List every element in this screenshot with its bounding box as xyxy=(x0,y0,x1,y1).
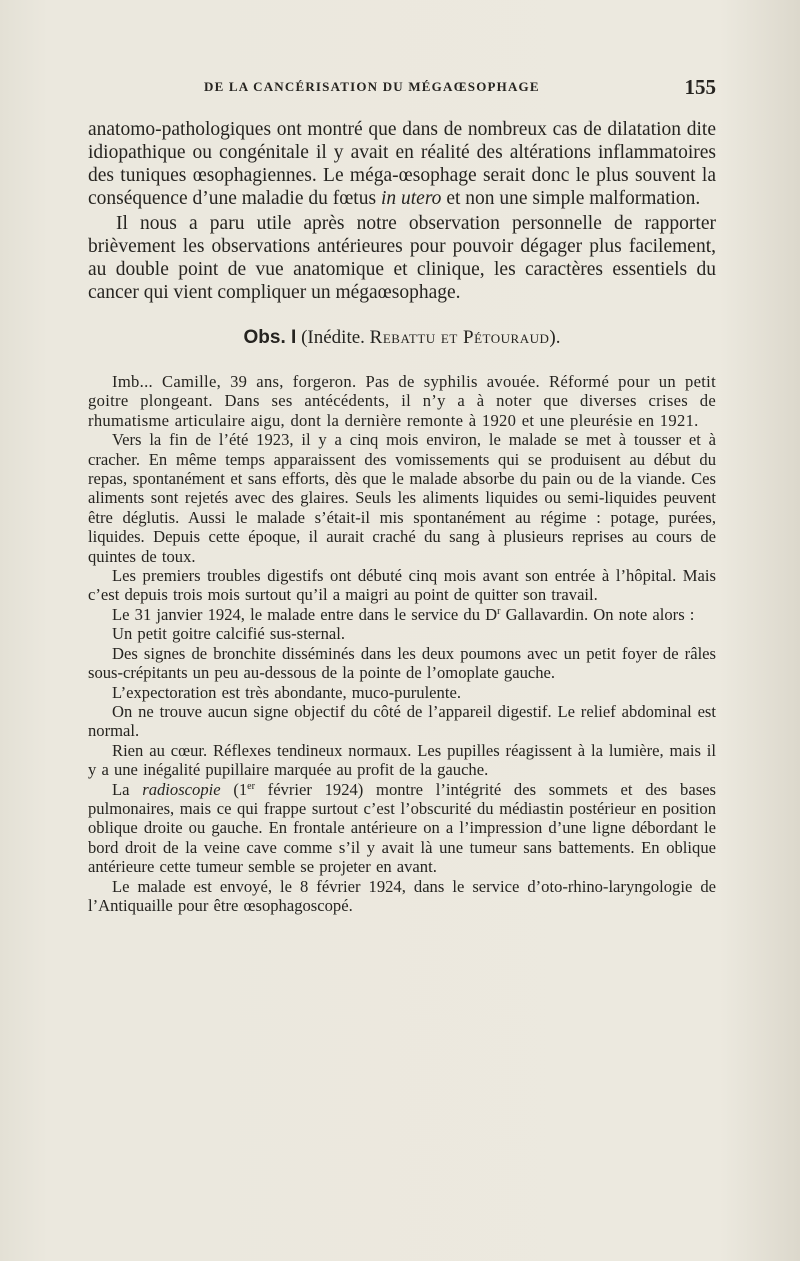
page-number: 155 xyxy=(684,75,716,99)
case-p4-start: Le 31 janvier 1924, le malade entre dans le service du D xyxy=(112,604,498,624)
page-header xyxy=(88,77,716,99)
observation-paren-close: ). xyxy=(549,327,561,348)
case-paragraph-3: Les premiers troubles digestifs ont débuté cinq mois avant son entrée à l’hôpital. Mais c’est depuis trois mois surtout qu’il a maigri au point de quitter son travail. xyxy=(88,566,716,605)
case-p10-italic-radioscopie: radioscopie xyxy=(142,779,221,799)
observation-paren-open: (Inédite. xyxy=(296,327,370,348)
page-body xyxy=(88,118,716,915)
intro-text-end: et non une simple malformation. xyxy=(441,188,701,209)
observation-authors: Rebattu et Pétouraud xyxy=(369,327,550,348)
case-p4-superscript: r xyxy=(497,605,501,617)
case-p10-superscript: er xyxy=(247,780,255,792)
intro-paragraph-1 xyxy=(88,118,716,210)
case-paragraph-4 xyxy=(88,605,716,624)
case-p4-end: Gallavardin. On note alors : xyxy=(500,604,695,624)
case-paragraph-9: Rien au cœur. Réflexes tendineux normaux. Les pupilles réagissent à la lumière, mais il y a une inégalité pupillaire marquée au profit de la gauche. xyxy=(88,740,716,780)
case-p10-start: La xyxy=(112,779,143,799)
observation-heading xyxy=(88,327,716,349)
case-paragraph-5: Un petit goitre calcifié sus-sternal. xyxy=(112,624,346,644)
case-paragraph-11: Le malade est envoyé, le 8 février 1924, dans le service d’oto-rhino-laryngologie de l’Antiquaille pour être œsophagoscopé. xyxy=(88,876,716,915)
case-paragraph-6: Des signes de bronchite disséminés dans les deux poumons avec un petit foyer de râles sous-crépitants un peu au-dessous de la pointe de l’omoplate gauche. xyxy=(88,643,716,683)
case-paragraph-2: Vers la fin de l’été 1923, il y a cinq mois environ, le malade se met à tousser et à cracher. En même temps apparaissent des vomissements qui se produisent au début du repas, spontanément et sans efforts, dès que le malade absorbe du pain ou de la viande. Ces aliments sont rejetés avec des glaires. Seuls les aliments liquides ou semi-liquides peuvent être déglutis. Aussi le malade s’était-il mis spontanément au régime : potage, purées, liquides. Depuis cette époque, il aurait craché du sang à plusieurs reprises au cours de quintes de toux. xyxy=(88,430,716,566)
case-paragraph-1: Imb... Camille, 39 ans, forgeron. Pas de syphilis avouée. Réformé pour un petit goitre plongeant. Dans ses antécédents, il n’y a à noter que diverses crises de rhumatisme articulaire aigu, dont la dernière remonte à 1920 et une pleurésie en 1921. xyxy=(88,372,716,430)
case-p10-mid: (1 xyxy=(220,779,248,799)
running-title: DE LA CANCÉRISATION DU MÉGAŒSOPHAGE xyxy=(204,79,540,94)
intro-paragraph-2: Il nous a paru utile après notre observation personnelle de rapporter brièvement les observations antérieures pour pouvoir dégager plus facilement, au double point de vue anatomique et clinique, les caractères essentiels du cancer qui vient compliquer un mégaœsophage. xyxy=(88,213,716,303)
case-paragraph-8: On ne trouve aucun signe objectif du côté de l’appareil digestif. Le relief abdominal est normal. xyxy=(88,701,716,741)
intro-italic-in-utero: in utero xyxy=(380,188,442,209)
intro-text-start: anatomo-pathologiques ont montré que dans de nombreux cas de dilatation dite idiopathique ou congénitale il y avait en réalité des altérations inflammatoires des tuniques œsophagiennes. Le méga-œsophage serait donc le plus souvent la conséquence d’une maladie du fœtus xyxy=(88,119,716,209)
case-paragraph-7: L’expectoration est très abondante, muco-purulente. xyxy=(112,682,461,702)
case-p10-end: février 1924) montre l’intégrité des sommets et des bases pulmonaires, mais ce qui frappe surtout c’est l’obscurité du médiastin postérieur en position oblique droite ou gauche. En frontale antérieure on a l’impression d’une ligne débordant le bord droit de la veine cave comme s’il y avait là une tumeur sans battements. En oblique antérieure cette tumeur semble se projeter en avant. xyxy=(88,779,716,877)
observation-label: Obs. I xyxy=(243,327,297,348)
case-paragraph-10 xyxy=(88,780,716,877)
